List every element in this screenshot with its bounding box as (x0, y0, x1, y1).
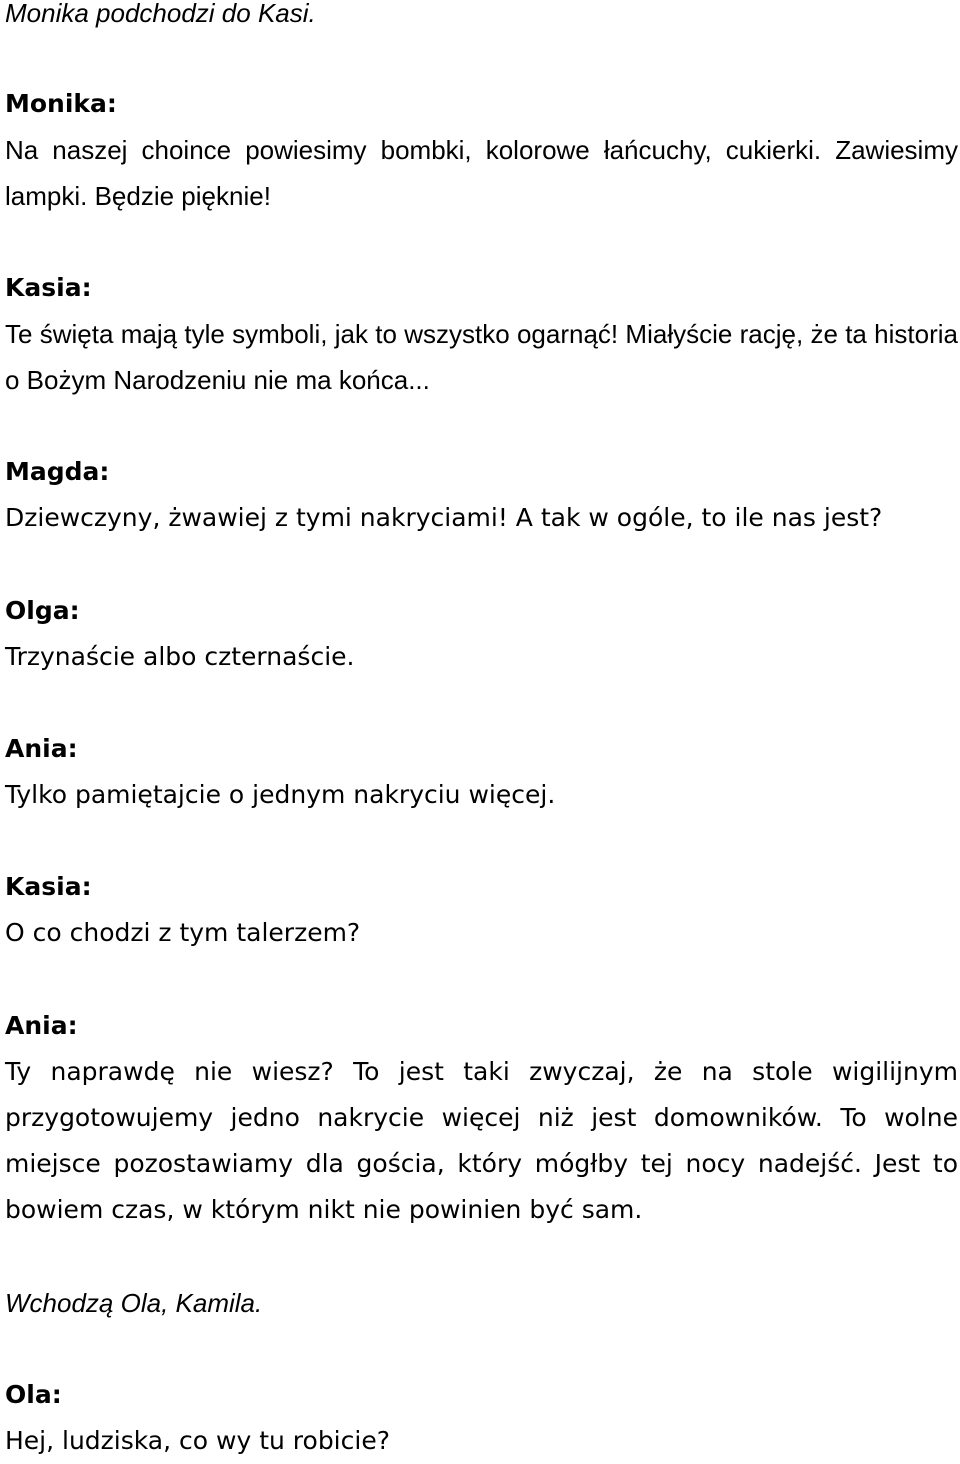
stage-direction: Monika podchodzi do Kasi. (5, 0, 316, 28)
speaker-name: Ania: (5, 734, 78, 763)
dialogue-text: Hej, ludziska, co wy tu robicie? (5, 1426, 390, 1455)
speaker-name: Olga: (5, 596, 80, 625)
dialogue-text: Te święta mają tyle symboli, jak to wszystko ogarnąć! Miałyście rację, że ta historia o Bożym Narodzeniu nie ma końca... (5, 319, 958, 395)
stage-direction: Wchodzą Ola, Kamila. (5, 1288, 263, 1318)
speaker-name: Kasia: (5, 872, 92, 901)
dialogue-text: Trzynaście albo czternaście. (5, 642, 355, 671)
speaker-name: Ania: (5, 1011, 78, 1040)
speaker-name: Magda: (5, 457, 110, 486)
speaker-name: Monika: (5, 89, 117, 118)
dialogue-text: Tylko pamiętajcie o jednym nakryciu więcej. (5, 780, 556, 809)
dialogue-text: Na naszej choince powiesimy bombki, kolorowe łańcuchy, cukierki. Zawiesimy lampki. Będzie pięknie! (5, 135, 958, 211)
speaker-name: Ola: (5, 1380, 62, 1409)
speaker-name: Kasia: (5, 273, 92, 302)
dialogue-text: Dziewczyny, żwawiej z tymi nakryciami! A tak w ogóle, to ile nas jest? (5, 503, 883, 532)
dialogue-text: O co chodzi z tym talerzem? (5, 918, 361, 947)
dialogue-text: Ty naprawdę nie wiesz? To jest taki zwyczaj, że na stole wigilijnym przygotowujemy jedno nakrycie więcej niż jest domowników. To wolne miejsce pozostawiamy dla gościa, który mógłby tej nocy nadejść. Jest to bowiem czas, w którym nikt nie powinien być sam. (5, 1057, 958, 1224)
